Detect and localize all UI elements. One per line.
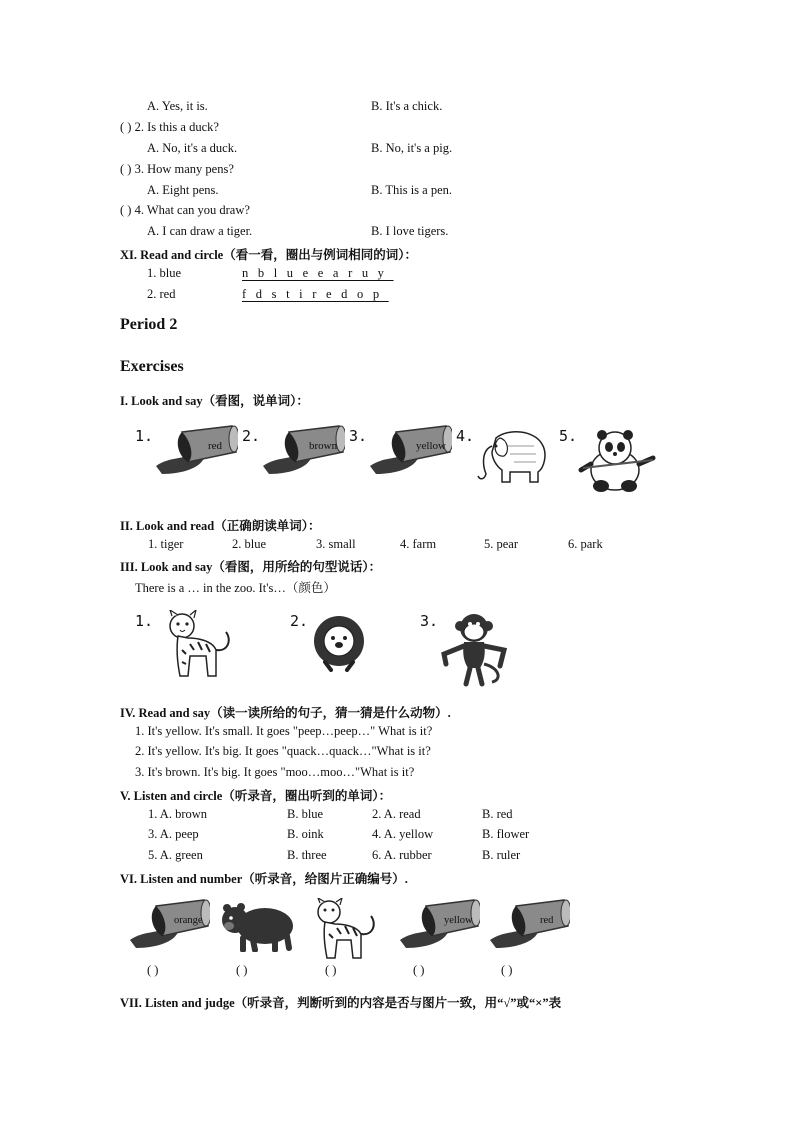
s2-word-5: 5. pear <box>484 537 519 551</box>
paint-bucket-icon <box>128 898 210 952</box>
monkey-icon <box>440 610 518 690</box>
s5-item: 1. A. brown <box>148 807 208 821</box>
paint-label-orange: orange <box>174 915 203 926</box>
xi-row1-letters: nblueearuy <box>242 266 394 280</box>
exercises-title: Exercises <box>120 358 184 375</box>
answer-blank[interactable]: ( ) <box>325 963 337 977</box>
s5-item: 4. A. yellow <box>372 827 434 841</box>
s3-num-3: 3. <box>420 612 439 630</box>
x-q1-option-a: A. Yes, it is. <box>147 99 208 113</box>
period-title: Period 2 <box>120 316 178 333</box>
xi-row2-letters: fdstiredop <box>242 287 389 301</box>
lion-icon <box>311 614 367 672</box>
s1-num-3: 3. <box>349 427 368 445</box>
x-q2-option-a: A. No, it's a duck. <box>147 141 238 155</box>
s4-line-1: 1. It's yellow. It's small. It goes "peep…peep…" What is it? <box>135 724 433 738</box>
s3-title: III. Look and say（看图，用所给的句型说话）： <box>120 560 382 574</box>
s6-title: VI. Listen and number（听录音，给图片正确编号）. <box>120 872 408 886</box>
s5-item: 6. A. rubber <box>372 848 432 862</box>
paint-bucket-icon <box>259 422 345 478</box>
x-q3-option-b: B. This is a pen. <box>371 183 453 197</box>
s1-title: I. Look and say（看图，说单词）： <box>120 394 309 408</box>
s5-item: B. ruler <box>482 848 521 862</box>
paint-label-red: red <box>540 915 554 926</box>
s2-word-4: 4. farm <box>400 537 437 551</box>
s4-title: IV. Read and say（读一读所给的句子，猜一猜是什么动物）. <box>120 706 451 720</box>
s2-word-3: 3. small <box>316 537 356 551</box>
xi-title: XI. Read and circle（看一看，圈出与例词相同的词）： <box>120 248 417 262</box>
s2-word-2: 2. blue <box>232 537 267 551</box>
paint-bucket-icon <box>488 898 570 952</box>
paint-bucket-icon <box>398 898 480 952</box>
s5-item: B. flower <box>482 827 530 841</box>
x-q4-question: ( ) 4. What can you draw? <box>120 203 250 217</box>
s2-word-6: 6. park <box>568 537 603 551</box>
tiger-icon <box>160 610 238 682</box>
s5-item: 5. A. green <box>148 848 203 862</box>
s3-prompt: There is a … in the zoo. It's…（颜色） <box>135 581 336 595</box>
paint-label-yellow: yellow <box>444 915 473 926</box>
s5-item: B. blue <box>287 807 324 821</box>
x-q3-question: ( ) 3. How many pens? <box>120 162 234 176</box>
x-q2-option-b: B. No, it's a pig. <box>371 141 453 155</box>
s2-word-1: 1. tiger <box>148 537 184 551</box>
elephant-icon <box>474 424 552 486</box>
tiger-icon <box>309 898 381 964</box>
s2-title: II. Look and read（正确朗读单词）： <box>120 519 321 533</box>
s5-title: V. Listen and circle（听录音，圈出听到的单词）： <box>120 789 392 803</box>
s1-num-5: 5. <box>559 427 578 445</box>
x-q3-option-a: A. Eight pens. <box>147 183 219 197</box>
answer-blank[interactable]: ( ) <box>147 963 159 977</box>
paint-label-brown: brown <box>309 440 338 452</box>
xi-row1-label: 1. blue <box>147 266 182 280</box>
s5-item: B. three <box>287 848 327 862</box>
paint-label-yellow: yellow <box>416 440 446 452</box>
paint-bucket-icon <box>152 422 238 478</box>
xi-row2-label: 2. red <box>147 287 176 301</box>
x-q1-option-b: B. It's a chick. <box>371 99 443 113</box>
s5-item: B. oink <box>287 827 324 841</box>
paint-bucket-icon <box>366 422 452 478</box>
s3-num-1: 1. <box>135 612 154 630</box>
panda-icon <box>577 428 657 494</box>
s4-line-2: 2. It's yellow. It's big. It goes "quack…quack…"What is it? <box>135 744 431 758</box>
s5-item: 3. A. peep <box>148 827 199 841</box>
s5-item: B. red <box>482 807 513 821</box>
s1-num-4: 4. <box>456 427 475 445</box>
x-q4-option-b: B. I love tigers. <box>371 224 449 238</box>
s4-line-3: 3. It's brown. It's big. It goes "moo…moo…"What is it? <box>135 765 415 779</box>
answer-blank[interactable]: ( ) <box>501 963 513 977</box>
bear-icon <box>219 900 295 952</box>
answer-blank[interactable]: ( ) <box>413 963 425 977</box>
s7-title: VII. Listen and judge（听录音，判断听到的内容是否与图片一致，用“√”或“×”表 <box>120 996 562 1010</box>
paint-label-red: red <box>208 440 223 452</box>
s1-num-1: 1. <box>135 427 154 445</box>
x-q4-option-a: A. I can draw a tiger. <box>147 224 253 238</box>
s1-num-2: 2. <box>242 427 261 445</box>
answer-blank[interactable]: ( ) <box>236 963 248 977</box>
x-q2-question: ( ) 2. Is this a duck? <box>120 120 219 134</box>
s3-num-2: 2. <box>290 612 309 630</box>
s5-item: 2. A. read <box>372 807 421 821</box>
